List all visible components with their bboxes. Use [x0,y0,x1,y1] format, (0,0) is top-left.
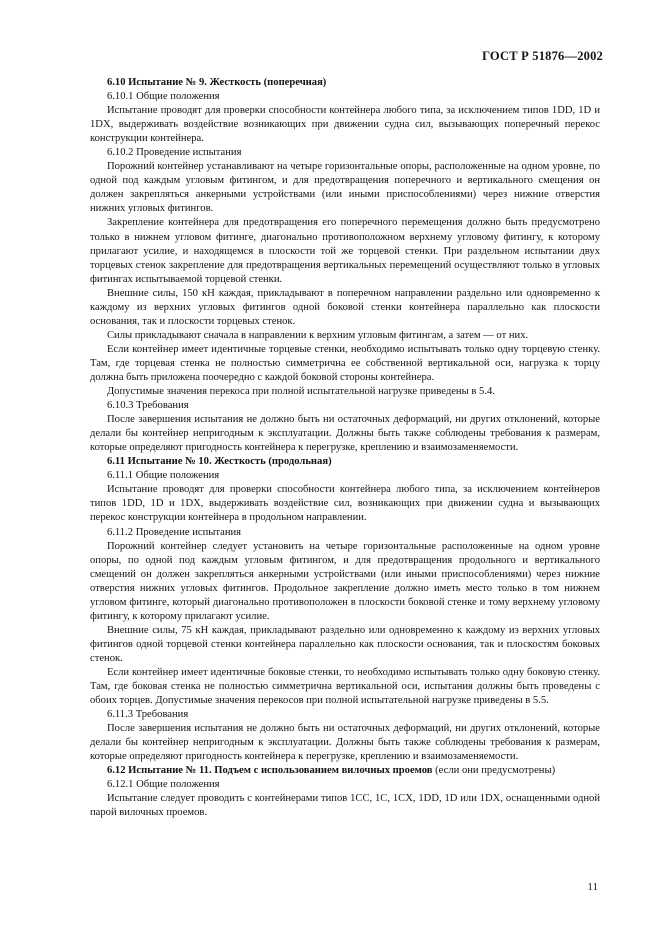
paragraph: Порожний контейнер следует установить на четыре горизонтальные расположенные на одном уровне опоры, по одной под каждым угловым фитингом, и для предотвращения продольного и вертикального смещений он должен закрепляться анкерными устройствами (или иными приспособлениями) через нижние отверстия нижних угловых фитингов. Продольное закрепление должно иметь место только в том нижнем угловом фитинге, который диагонально противоположен в плоскости боковой стенке и тому верхнему угловому фитингу, к которому прилагают усилие. [90,540,600,622]
standard-header: ГОСТ Р 51876—2002 [482,49,603,63]
paragraph: Допустимые значения перекоса при полной испытательной нагрузке приведены в 5.4. [106,386,495,398]
section-heading-6-12: 6.12 Испытание № 11. Подъем с использованием вилочных проемов (если они предусмотрены) [106,765,556,777]
paragraph: Испытание следует проводить с контейнерами типов 1CC, 1C, 1CX, 1DD, 1D или 1DX, оснащенными одной парой вилочных проемов. [90,793,600,819]
section-heading-6-10: 6.10 Испытание № 9. Жесткость (поперечная) [106,77,327,88]
document-body [90,76,600,820]
paragraph: Силы прикладывают сначала в направлении к верхним угловым фитингам, а затем — от них. [106,329,529,341]
paragraph: Если контейнер имеет идентичные боковые стенки, то необходимо испытывать только одну боковую стенку. Там, где боковая стенка не полностью симметрична вертикальной оси, испытания должны быть проведены с обоих торцев. Допустимые значения перекосов при полной испытательной нагрузке приведены в 5.5. [90,666,600,707]
paragraph: После завершения испытания не должно быть ни остаточных деформаций, ни других отклонений, которые делали бы контейнер непригодным к эксплуатации. Должны быть также соблюдены требования к размерам, которые определяют пригодность контейнера к перегрузке, креплению и взаимозаменяемости. [90,723,600,763]
subsection-heading: 6.10.2 Проведение испытания [106,147,242,159]
paragraph: Внешние силы, 150 кН каждая, прикладывают в поперечном направлении раздельно или одновременно к каждому из верхних угловых фитингов одной боковой стенки контейнера параллельно как плоскости основания, так и плоскости торцевых стенок. [90,287,600,327]
section-heading-6-11: 6.11 Испытание № 10. Жесткость (продольная) [106,456,332,468]
paragraph: Внешние силы, 75 кН каждая, прикладывают раздельно или одновременно к каждому из верхних угловых фитингов одной торцевой стенки контейнера параллельно как плоскости основания, так и плоскостям боковых стенок. [90,624,600,664]
paragraph: Испытание проводят для проверки способности контейнера любого типа, за исключением контейнеров типов 1DD, 1D и 1DX, выдерживать воздействие сил, возникающих при движении судна и вызывающих перекос конструкции контейнера в продольном направлении. [90,484,600,524]
paragraph: Закрепление контейнера для предотвращения его поперечного перемещения должно быть предусмотрено только в нижнем угловом фитинге, диагонально противоположном верхнему угловому фитингу, к которому прилагают усилие, и находящемся в плоскости той же торцевой стенки. При раздельном испытании двух торцевых стенок закрепление для предотвращения вертикальных перемещений осуществляют только в угловых фитингах испытываемой торцевой стенки. [90,217,600,285]
subsection-heading: 6.10.1 Общие положения [106,91,220,103]
paragraph: После завершения испытания не должно быть ни остаточных деформаций, ни других отклонений, которые делали бы контейнер непригодным к эксплуатации. Должны быть также соблюдены требования к размерам, которые определяют пригодность контейнера к перегрузке, креплению и взаимозаменяемости. [90,414,600,454]
subsection-heading: 6.12.1 Общие положения [106,779,220,791]
subsection-heading: 6.11.3 Требования [106,709,189,721]
paragraph: Испытание проводят для проверки способности контейнера любого типа, за исключением типов 1DD, 1D и 1DX, выдерживать воздействие возникающих при движении судна сил, вызывающих поперечный перекос конструкции контейнера. [90,105,600,145]
subsection-heading: 6.11.1 Общие положения [106,470,220,482]
subsection-heading: 6.10.3 Требования [106,400,189,412]
paragraph: Порожний контейнер устанавливают на четыре горизонтальные опоры, расположенные на одном уровне, по одной под каждым угловым фитингом, и для предотвращения поперечного и вертикального смещения он должен закрепляться анкерными устройствами (или иными приспособлениями) через нижние отверстия нижних угловых фитингов. [90,161,600,215]
subsection-heading: 6.11.2 Проведение испытания [106,526,242,538]
page-number: 11 [587,881,598,893]
paragraph: Если контейнер имеет идентичные торцевые стенки, необходимо испытывать только одну торцевую стенку. Там, где торцевая стенка не полностью симметрична ее собственной вертикальной оси, нагрузка к торцу должна быть приложена поочередно с каждой боковой стороны контейнера. [90,343,600,383]
